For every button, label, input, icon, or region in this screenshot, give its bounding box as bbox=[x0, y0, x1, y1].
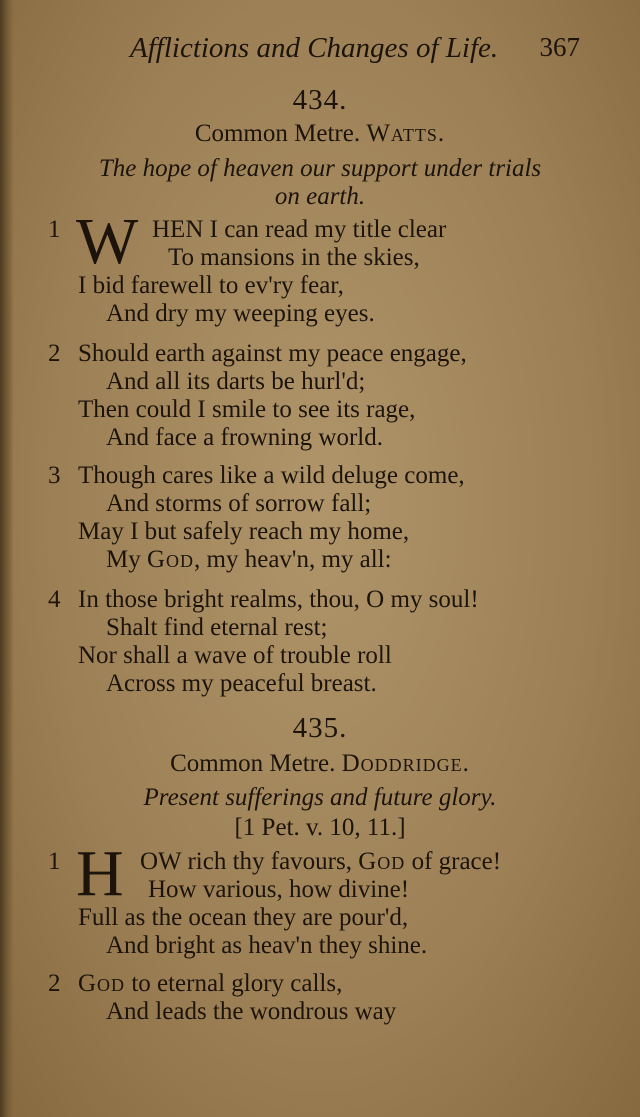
drop-cap: H bbox=[76, 837, 124, 910]
verse-number: 1 bbox=[48, 848, 61, 875]
author: Doddridge. bbox=[341, 750, 470, 777]
verse-number: 2 bbox=[48, 970, 61, 997]
verse-line: And storms of sorrow fall; bbox=[106, 490, 372, 517]
verse-line: Shalt find eternal rest; bbox=[106, 614, 328, 641]
verse-line: Though cares like a wild deluge come, bbox=[78, 462, 465, 489]
subject-line: The hope of heaven our support under trials bbox=[98, 155, 542, 182]
verse-number: 3 bbox=[48, 462, 61, 489]
hymn-meter-line bbox=[0, 120, 640, 148]
verse-line: And all its darts be hurl'd; bbox=[106, 368, 366, 395]
verse-line: How various, how divine! bbox=[148, 876, 410, 903]
verse-line: And bright as heav'n they shine. bbox=[106, 932, 428, 959]
verse-line: In those bright realms, thou, O my soul! bbox=[78, 586, 479, 613]
author: Watts. bbox=[366, 120, 446, 147]
verse-line: I bid farewell to ev'ry fear, bbox=[78, 272, 344, 299]
hymn-subject bbox=[0, 155, 640, 211]
subject-line: on earth. bbox=[274, 183, 366, 210]
verse-line: HEN I can read my title clear bbox=[152, 216, 447, 243]
hymn-number: 435. bbox=[292, 712, 348, 744]
subject-line: Present sufferings and future glory. bbox=[143, 784, 497, 811]
hymn-meter-line bbox=[0, 750, 640, 778]
verse-number: 1 bbox=[48, 216, 61, 243]
verse-line: Then could I smile to see its rage, bbox=[78, 396, 416, 423]
verse-line: OW rich thy favours, God of grace! bbox=[140, 848, 502, 875]
verse-line: Should earth against my peace engage, bbox=[78, 340, 467, 367]
meter: Common Metre. bbox=[194, 120, 361, 147]
verse-number: 2 bbox=[48, 340, 61, 367]
verse-line: And leads the wondrous way bbox=[106, 998, 397, 1025]
verse-line: Nor shall a wave of trouble roll bbox=[78, 642, 392, 669]
verse-line: Across my peaceful breast. bbox=[106, 670, 377, 697]
page-number: 367 bbox=[539, 32, 580, 62]
scripture-reference: [1 Pet. v. 10, 11.] bbox=[234, 814, 406, 841]
verse-line: And face a frowning world. bbox=[106, 424, 383, 451]
verse-line: Full as the ocean they are pour'd, bbox=[78, 904, 409, 931]
verse-line: May I but safely reach my home, bbox=[78, 518, 410, 545]
running-header bbox=[130, 32, 580, 72]
hymn-subject bbox=[0, 784, 640, 812]
running-title: Afflictions and Changes of Life. bbox=[130, 32, 499, 64]
verse-line: To mansions in the skies, bbox=[168, 244, 420, 271]
verse-line: And dry my weeping eyes. bbox=[106, 300, 375, 327]
verse-line: My God, my heav'n, my all: bbox=[106, 546, 392, 573]
meter: Common Metre. bbox=[170, 750, 336, 777]
verse-line: God to eternal glory calls, bbox=[78, 970, 343, 997]
drop-cap: W bbox=[76, 205, 139, 278]
verse-number: 4 bbox=[48, 586, 61, 613]
hymn-number: 434. bbox=[292, 84, 348, 116]
